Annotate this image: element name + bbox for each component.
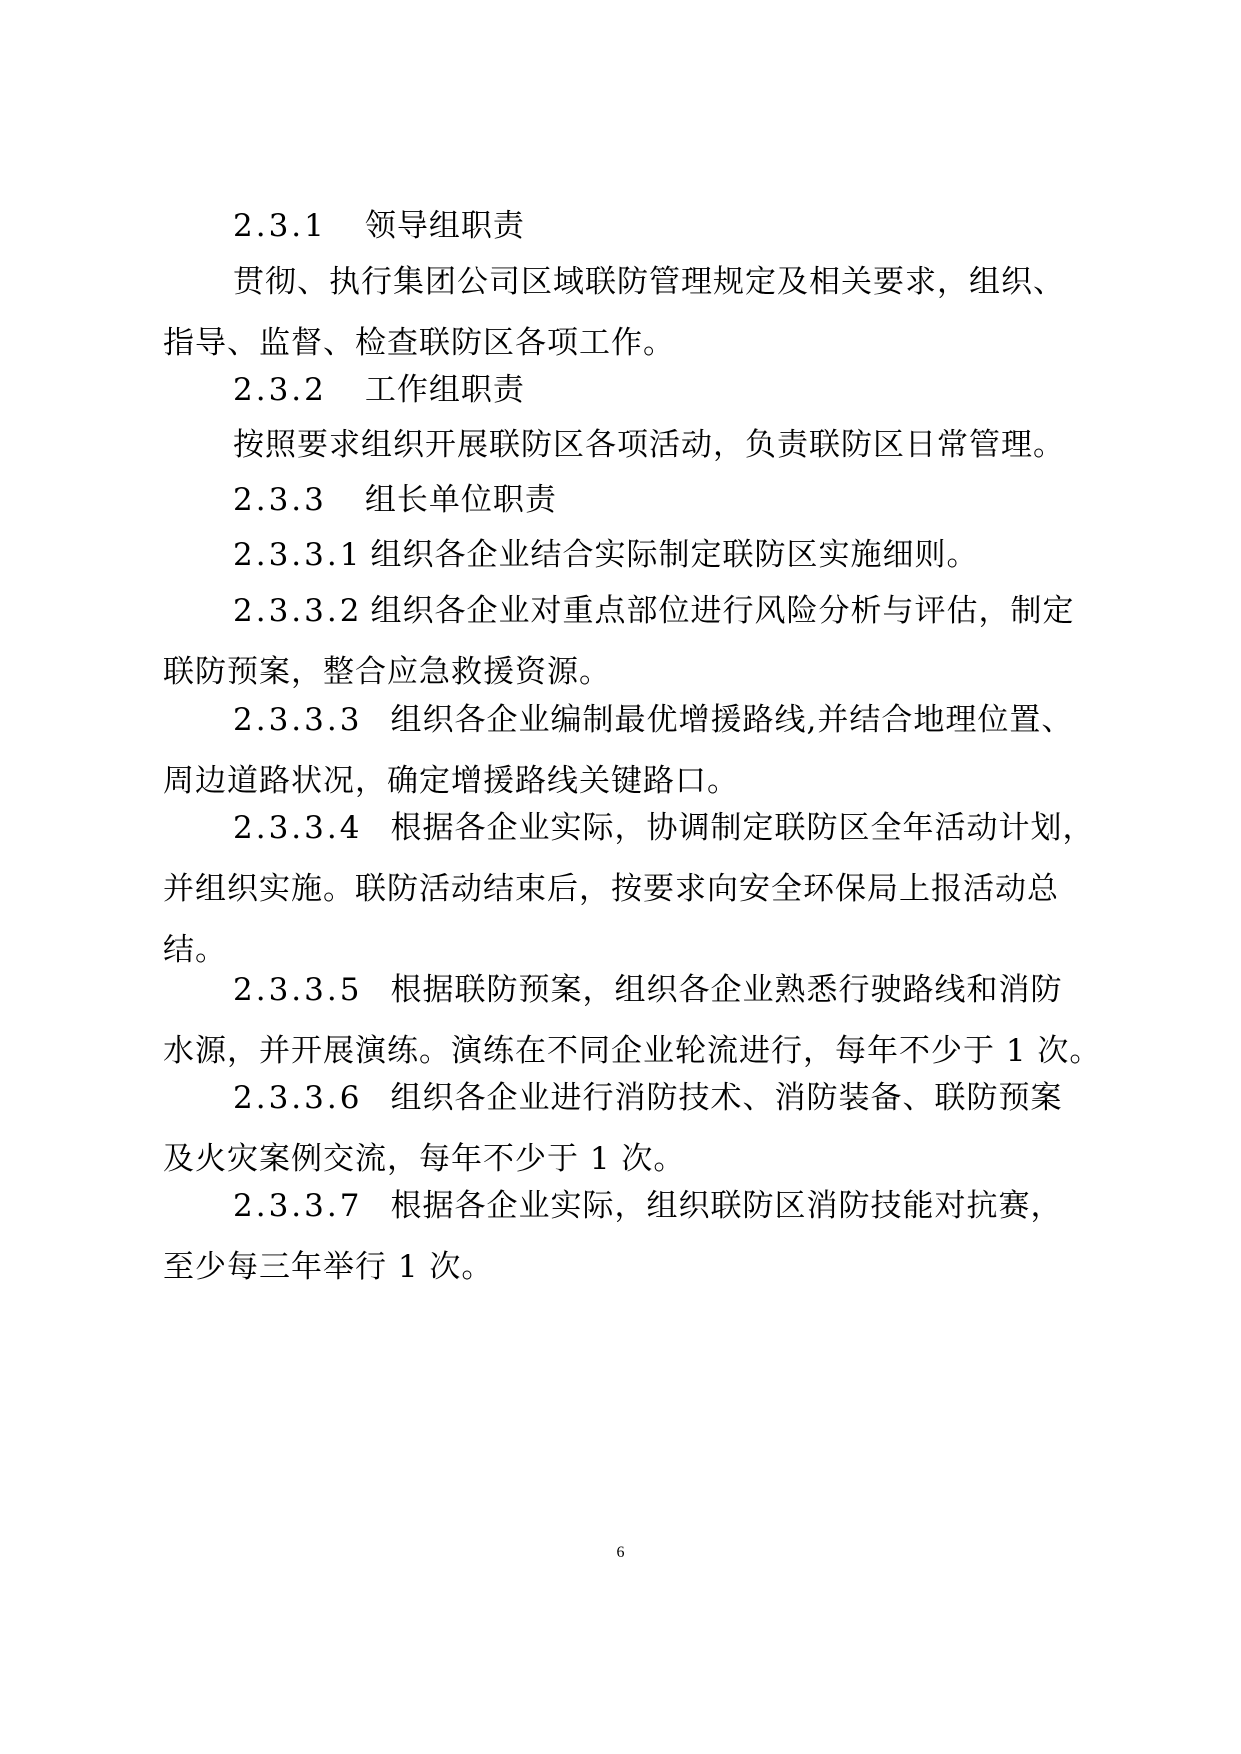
item-text: 水源，并开展演练。演练在不同企业轮流进行，每年不少于 1 次。 — [163, 1033, 1102, 1069]
item-text: 及火灾案例交流，每年不少于 1 次。 — [163, 1141, 686, 1177]
heading-2-3-1 — [163, 196, 1093, 257]
heading-2-3-3 — [163, 470, 1093, 531]
item-text: 根据各企业实际，组织联防区消防技能对抗赛， — [390, 1188, 1063, 1224]
item-2-3-3-2 — [163, 581, 1093, 703]
item-number: 2.3.3.2 — [233, 593, 363, 629]
section-title: 领导组职责 — [364, 208, 525, 244]
item-2-3-3-3 — [163, 690, 1093, 812]
item-number: 2.3.3.1 — [233, 537, 363, 573]
paragraph-line: 指导、监督、检查联防区各项工作。 — [163, 325, 675, 361]
item-text: 联防预案，整合应急救援资源。 — [163, 654, 611, 690]
item-2-3-3-7 — [163, 1176, 1093, 1298]
item-text: 并组织实施。联防活动结束后，按要求向安全环保局上报活动总 — [163, 871, 1059, 907]
item-number: 2.3.3.5 — [233, 972, 363, 1008]
item-text: 结。 — [163, 932, 227, 968]
item-2-3-3-1 — [163, 525, 1093, 586]
item-number: 2.3.3.7 — [233, 1188, 363, 1224]
section-number: 2.3.1 — [233, 208, 327, 244]
item-text: 至少每三年举行 1 次。 — [163, 1249, 494, 1285]
section-number: 2.3.2 — [233, 372, 327, 408]
item-text: 组织各企业进行消防技术、消防装备、联防预案 — [390, 1080, 1063, 1116]
paragraph-2-3-1 — [163, 252, 1093, 374]
section-title: 组长单位职责 — [364, 482, 557, 518]
item-text: 组织各企业结合实际制定联防区实施细则。 — [370, 537, 979, 573]
item-2-3-3-6 — [163, 1068, 1093, 1190]
section-title: 工作组职责 — [364, 372, 525, 408]
item-text: 周边道路状况，确定增援路线关键路口。 — [163, 763, 739, 799]
item-2-3-3-5 — [163, 960, 1102, 1082]
heading-2-3-2 — [163, 360, 1093, 421]
item-number: 2.3.3.6 — [233, 1080, 363, 1116]
item-text: 组织各企业编制最优增援路线,并结合地理位置、 — [390, 702, 1074, 738]
item-text: 根据联防预案，组织各企业熟悉行驶路线和消防 — [390, 972, 1063, 1008]
item-number: 2.3.3.3 — [233, 702, 363, 738]
section-number: 2.3.3 — [233, 482, 327, 518]
item-number: 2.3.3.4 — [233, 810, 363, 846]
item-2-3-3-4 — [163, 798, 1093, 981]
item-text: 组织各企业对重点部位进行风险分析与评估，制定 — [370, 593, 1075, 629]
paragraph-2-3-2 — [163, 415, 1093, 476]
item-text: 根据各企业实际，协调制定联防区全年活动计划， — [390, 810, 1095, 846]
page-number: 6 — [616, 1544, 625, 1561]
paragraph-line: 贯彻、执行集团公司区域联防管理规定及相关要求，组织、 — [233, 264, 1065, 300]
paragraph-line: 按照要求组织开展联防区各项活动，负责联防区日常管理。 — [233, 427, 1065, 463]
